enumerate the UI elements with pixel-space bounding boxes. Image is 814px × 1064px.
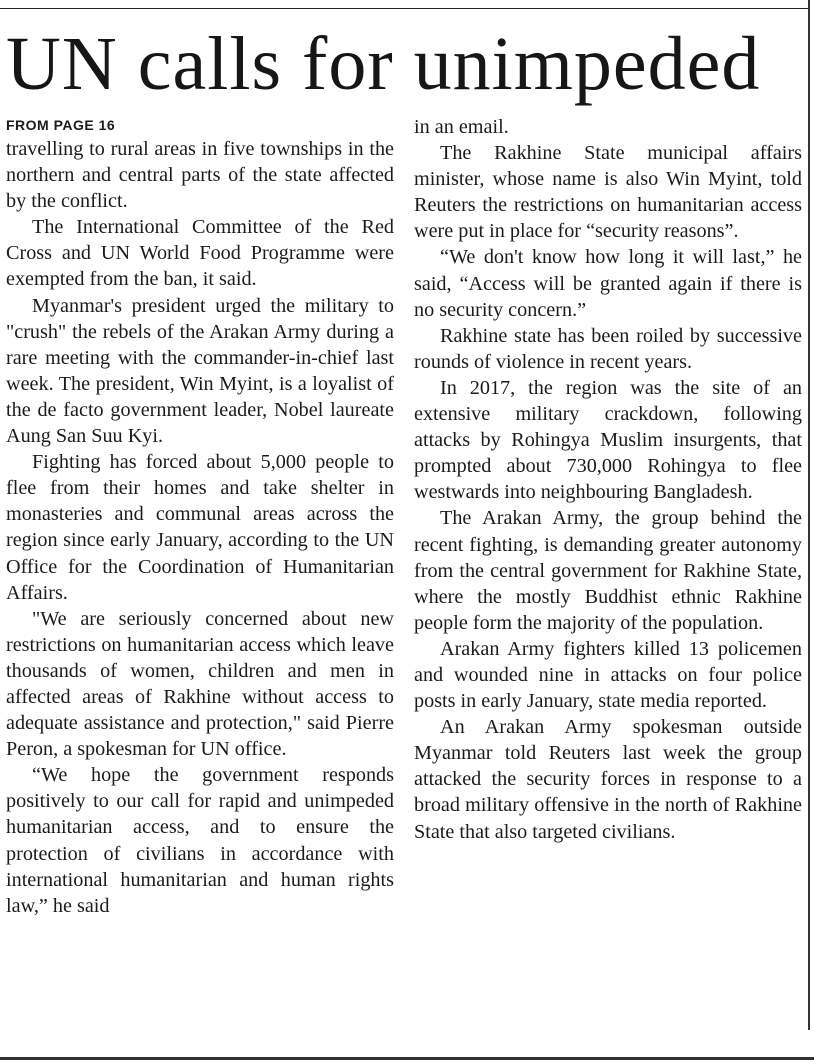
paragraph: An Arakan Army spokesman outside Myanmar told Reuters last week the group attacked the security forces in response to a broad military offensive in the north of Rakhine State that also targeted civilians. xyxy=(414,716,802,843)
paragraph: in an email. xyxy=(414,116,509,138)
left-column xyxy=(6,114,394,919)
paragraph: Myanmar's president urged the military to "crush" the rebels of the Arakan Army during a rare meeting with the commander-in-chief last week. The president, Win Myint, is a loyalist of the de facto government leader, Nobel laureate Aung San Suu Kyi. xyxy=(6,294,394,448)
paragraph: The International Committee of the Red Cross and UN World Food Programme were exempted from the ban, it said. xyxy=(6,216,394,291)
column-rule xyxy=(808,0,810,1030)
bottom-rule xyxy=(0,1057,814,1060)
paragraph: The Rakhine State municipal affairs minister, whose name is also Win Myint, told Reuters the restrictions on humanitarian access were put in place for “security reasons”. xyxy=(414,142,802,243)
paragraph: "We are seriously concerned about new restrictions on humanitarian access which leave thousands of women, children and men in affected areas of Rakhine without access to adequate assistance and protection," said Pierre Peron, a spokesman for UN office. xyxy=(6,607,394,761)
paragraph: “We hope the government responds positively to our call for rapid and unimpeded humanitarian access, and to ensure the protection of civilians in accordance with international humanitarian and human rights law,” he said xyxy=(6,764,394,917)
paragraph: “We don't know how long it will last,” he said, “Access will be granted again if there is no security concern.” xyxy=(414,246,802,321)
dateline: FROM PAGE 16 xyxy=(6,117,116,133)
paragraph: Fighting has forced about 5,000 people to flee from their homes and take shelter in monasteries and communal areas across the region since early January, according to the UN Office for the Coordination of Humanitarian Affairs. xyxy=(6,451,394,604)
paragraph: In 2017, the region was the site of an extensive military crackdown, following attacks by Rohingya Muslim insurgents, that prompted about 730,000 Rohingya to flee westwards into neighbouring Bangladesh. xyxy=(414,376,802,504)
right-column xyxy=(414,114,802,845)
paragraph: Rakhine state has been roiled by successive rounds of violence in recent years. xyxy=(414,324,802,373)
paragraph: travelling to rural areas in five townships in the northern and central parts of the state affected by the conflict. xyxy=(6,138,394,213)
paragraph: The Arakan Army, the group behind the recent fighting, is demanding greater autonomy from the central government for Rakhine State, where the mostly Buddhist ethnic Rakhine people form the majority of the population. xyxy=(414,507,802,634)
headline: UN calls for unimpeded xyxy=(6,22,761,106)
top-rule xyxy=(0,0,808,9)
paragraph: Arakan Army fighters killed 13 policemen and wounded nine in attacks on four police posts in early January, state media reported. xyxy=(414,637,802,713)
